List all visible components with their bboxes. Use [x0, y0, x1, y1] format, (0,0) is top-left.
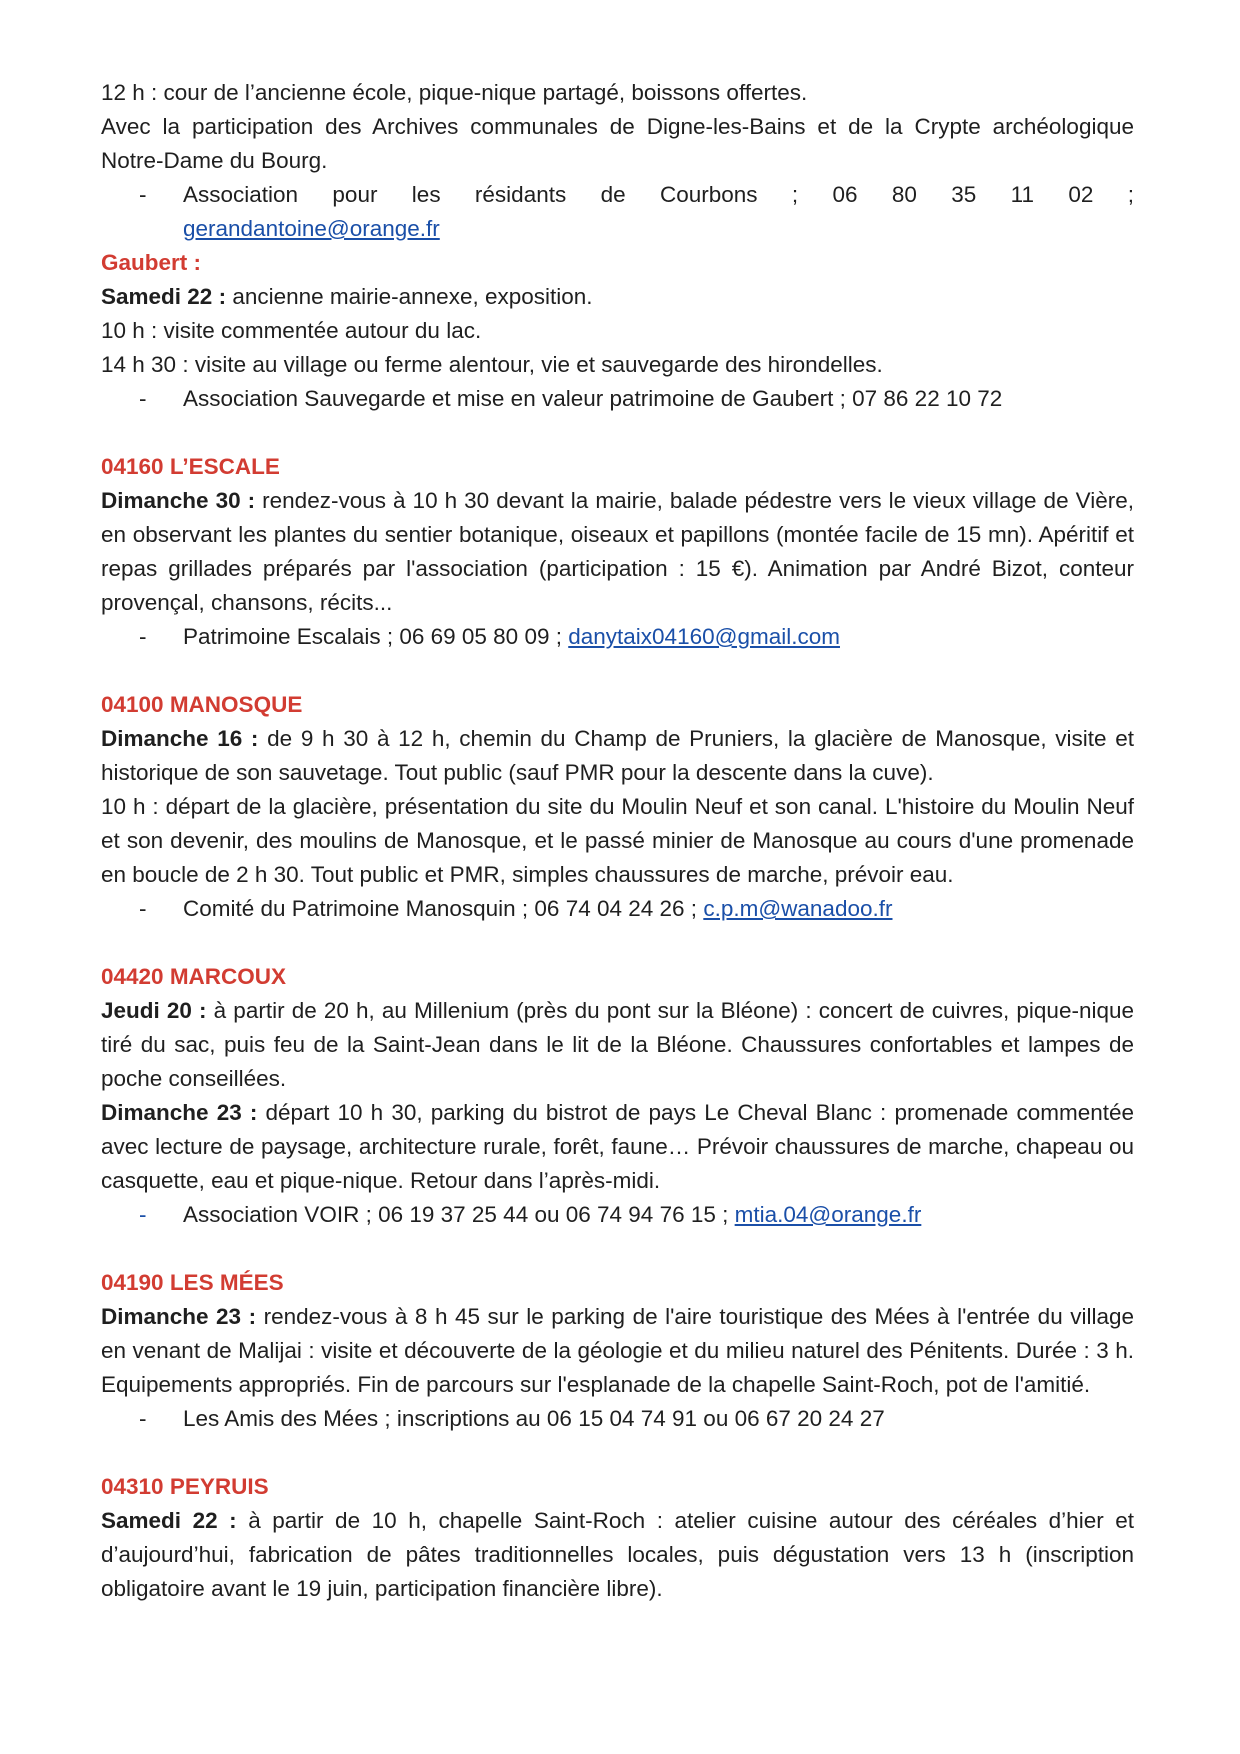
courbons-time-line: 12 h : cour de l’ancienne école, pique-nique partagé, boissons offertes. [101, 80, 808, 105]
bullet-dash: - [139, 1202, 147, 1227]
bullet-dash: - [139, 624, 147, 649]
marcoux-heading: 04420 MARCOUX [101, 964, 287, 989]
escale-contact [101, 620, 1134, 654]
section-manosque [101, 688, 1134, 926]
section-peyruis [101, 1470, 1134, 1606]
escale-day-paragraph [101, 484, 1134, 620]
manosque-day-label: Dimanche 16 : [101, 726, 259, 751]
manosque-contact-text: Comité du Patrimoine Manosquin ; 06 74 04 24 26 ; [183, 896, 704, 921]
courbons-contact-email-link[interactable]: gerandantoine@orange.fr [183, 216, 440, 241]
bullet-dash: - [139, 386, 147, 411]
mees-day-paragraph [101, 1300, 1134, 1402]
escale-contact-email-link[interactable]: danytaix04160@gmail.com [568, 624, 840, 649]
section-marcoux [101, 960, 1134, 1232]
marcoux-day1-paragraph [101, 994, 1134, 1096]
bullet-dash: - [139, 1406, 147, 1431]
gaubert-line-2: 10 h : visite commentée autour du lac. [101, 318, 482, 343]
manosque-heading: 04100 MANOSQUE [101, 692, 303, 717]
escale-contact-text: Patrimoine Escalais ; 06 69 05 80 09 ; [183, 624, 569, 649]
peyruis-heading: 04310 PEYRUIS [101, 1474, 269, 1499]
marcoux-day2-label: Dimanche 23 : [101, 1100, 258, 1125]
gaubert-day-line [101, 280, 1134, 314]
escale-day-label: Dimanche 30 : [101, 488, 256, 513]
gaubert-day-text: ancienne mairie-annexe, exposition. [226, 284, 593, 309]
manosque-day-text: de 9 h 30 à 12 h, chemin du Champ de Pruniers, la glacière de Manosque, visite et historique de son sauvetage. Tout public (sauf PMR pour la descente dans la cuve). [101, 726, 1134, 785]
gaubert-heading: Gaubert : [101, 250, 202, 275]
bullet-dash: - [139, 182, 147, 207]
escale-heading: 04160 L’ESCALE [101, 454, 280, 479]
bullet-dash: - [139, 896, 147, 921]
marcoux-contact-email-link[interactable]: mtia.04@orange.fr [734, 1202, 922, 1227]
section-escale [101, 450, 1134, 654]
manosque-contact-email-link[interactable]: c.p.m@wanadoo.fr [703, 896, 893, 921]
marcoux-contact [101, 1198, 1134, 1232]
gaubert-line-3: 14 h 30 : visite au village ou ferme alentour, vie et sauvegarde des hirondelles. [101, 352, 883, 377]
manosque-day-paragraph [101, 722, 1134, 790]
mees-heading: 04190 LES MÉES [101, 1270, 284, 1295]
section-gaubert [101, 246, 1134, 416]
mees-day-label: Dimanche 23 : [101, 1304, 257, 1329]
courbons-participation-line: Avec la participation des Archives communales de Digne-les-Bains et de la Crypte archéologique Notre-Dame du Bourg. [101, 114, 1134, 173]
courbons-contact [101, 178, 1134, 246]
peyruis-day-text: à partir de 10 h, chapelle Saint-Roch : atelier cuisine autour des céréales d’hier et d’aujourd’hui, fabrication de pâtes traditionnelles locales, puis dégustation vers 13 h (inscription obligatoire avant le 19 juin, participation financière libre). [101, 1508, 1135, 1601]
marcoux-contact-text: Association VOIR ; 06 19 37 25 44 ou 06 74 94 76 15 ; [183, 1202, 735, 1227]
manosque-contact [101, 892, 1134, 926]
mees-day-text: rendez-vous à 8 h 45 sur le parking de l'aire touristique des Mées à l'entrée du village en venant de Malijai : visite et découverte de la géologie et du milieu naturel des Pénitents. Durée : 3 h. Equipements appropriés. Fin de parcours sur l'esplanade de la chapelle Saint-Roch, pot de l'amitié. [101, 1304, 1134, 1397]
marcoux-day2-paragraph [101, 1096, 1134, 1198]
marcoux-day1-text: à partir de 20 h, au Millenium (près du pont sur la Bléone) : concert de cuivres, pique-nique tiré du sac, puis feu de la Saint-Jean dans le lit de la Bléone. Chaussures confortables et lampes de poche conseillées. [101, 998, 1134, 1091]
peyruis-day-label: Samedi 22 : [101, 1508, 237, 1533]
escale-day-text: rendez-vous à 10 h 30 devant la mairie, balade pédestre vers le vieux village de Vière, en observant les plantes du sentier botanique, oiseaux et papillons (montée facile de 15 mn). Apéritif et repas grillades préparés par l'association (participation : 15 €). Animation par André Bizot, conteur provençal, chansons, récits... [101, 488, 1134, 615]
gaubert-contact-text: Association Sauvegarde et mise en valeur patrimoine de Gaubert ; 07 86 22 10 72 [183, 386, 1003, 411]
document-page [101, 76, 1134, 1606]
peyruis-day-paragraph [101, 1504, 1134, 1606]
mees-contact-text: Les Amis des Mées ; inscriptions au 06 15 04 74 91 ou 06 67 20 24 27 [183, 1406, 885, 1431]
gaubert-contact [101, 382, 1134, 416]
gaubert-day-label: Samedi 22 : [101, 284, 227, 309]
marcoux-day1-label: Jeudi 20 : [101, 998, 207, 1023]
mees-contact [101, 1402, 1134, 1436]
manosque-paragraph-2: 10 h : départ de la glacière, présentation du site du Moulin Neuf et son canal. L'histoire du Moulin Neuf et son devenir, des moulins de Manosque, et le passé minier de Manosque au cours d'une promenade en boucle de 2 h 30. Tout public et PMR, simples chaussures de marche, prévoir eau. [101, 794, 1134, 887]
marcoux-day2-text: départ 10 h 30, parking du bistrot de pays Le Cheval Blanc : promenade commentée avec lecture de paysage, architecture rurale, forêt, faune… Prévoir chaussures de marche, chapeau ou casquette, eau et pique-nique. Retour dans l’après-midi. [101, 1100, 1134, 1193]
courbons-contact-text: Association pour les résidants de Courbons ; 06 80 35 11 02 ; [183, 182, 1134, 207]
section-mees [101, 1266, 1134, 1436]
section-courbons-continued [101, 76, 1134, 246]
